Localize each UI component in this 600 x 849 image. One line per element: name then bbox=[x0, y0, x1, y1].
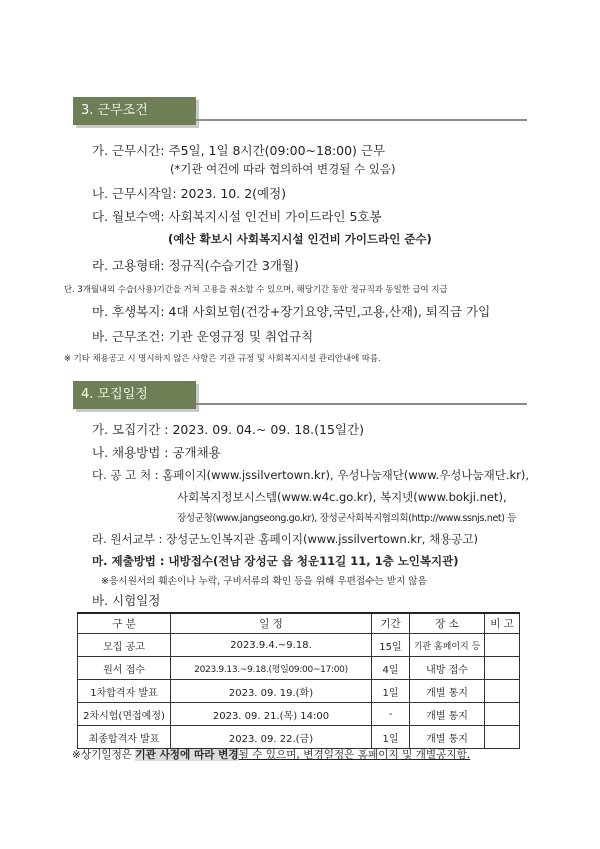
monthly-pay: 다. 월보수액: 사회복지시설 인건비 가이드라인 5호봉 bbox=[92, 209, 382, 224]
submission-method: 마. 제출방법 : 내방접수(전남 장성군 읍 청운11길 11, 1층 노인복지관) bbox=[92, 554, 459, 568]
cell-remarks bbox=[485, 703, 520, 726]
exam-schedule-table bbox=[77, 612, 520, 749]
monthly-pay-note: (예산 확보시 사회복지시설 인건비 가이드라인 준수) bbox=[168, 232, 432, 246]
cell-duration: 1일 bbox=[372, 680, 410, 703]
section-3-rule bbox=[196, 119, 527, 121]
table-header-row bbox=[78, 613, 520, 634]
cell-schedule: 2023. 09. 21.(목) 14:00 bbox=[171, 703, 372, 726]
cell-category: 최종합격자 발표 bbox=[78, 726, 171, 749]
cell-remarks bbox=[485, 726, 520, 749]
work-hours: 가. 근무시간: 주5일, 1일 8시간(09:00~18:00) 근무 bbox=[92, 143, 386, 158]
section-4-rule bbox=[196, 403, 527, 405]
cell-duration: 15일 bbox=[372, 634, 410, 657]
header-category: 구 분 bbox=[78, 613, 171, 634]
posting-sites-2: 사회복지정보시스템(www.w4c.go.kr), 복지넷(www.bokji.net), bbox=[177, 490, 507, 504]
application-form: 라. 원서교부 : 장성군노인복지관 홈페이지(www.jssilvertown.kr, 채용공고) bbox=[92, 532, 478, 546]
recruit-period: 가. 모집기간 : 2023. 09. 04.~ 09. 18.(15일간) bbox=[92, 422, 364, 437]
cell-location: 내방 접수 bbox=[410, 657, 485, 680]
footer-note-highlight: 기관 사정에 따라 변경 bbox=[135, 749, 239, 761]
posting-sites-3: 장성군청(www.jangseong.go.kr), 장성군사회복지협의회(http://www.ssnjs.net) 등 bbox=[177, 513, 517, 524]
cell-duration: 4일 bbox=[372, 657, 410, 680]
start-date: 나. 근무시작일: 2023. 10. 2(예정) bbox=[92, 186, 287, 201]
cell-duration: 1일 bbox=[372, 726, 410, 749]
cell-category: 1차합격자 발표 bbox=[78, 680, 171, 703]
cell-schedule: 2023. 09. 22.(금) bbox=[171, 726, 372, 749]
submission-note: ※응시원서의 훼손이나 누락, 구비서류의 확인 등을 위해 우편접수는 받지 않음 bbox=[101, 576, 427, 587]
section-3-header bbox=[73, 97, 196, 125]
probation-note: 단. 3개월내외 수습(사용)기간을 거쳐 고용을 취소할 수 있으며, 해당기간 동안 정규직과 동일한 급여 지급 bbox=[64, 284, 448, 294]
posting-sites: 다. 공 고 처 : 홈페이지(www.jssilvertown.kr), 우성나눔재단(www.우성나눔재단.kr), bbox=[92, 468, 530, 482]
employment-type: 라. 고용형태: 정규직(수습기간 3개월) bbox=[92, 258, 299, 273]
header-remarks: 비 고 bbox=[485, 613, 520, 634]
cell-category: 모집 공고 bbox=[78, 634, 171, 657]
hiring-method: 나. 채용방법 : 공개채용 bbox=[92, 445, 221, 460]
exam-schedule-label: 바. 시험일정 bbox=[92, 593, 161, 608]
cell-remarks bbox=[485, 680, 520, 703]
footer-note-prefix: ※상기일정은 bbox=[72, 749, 136, 761]
cell-remarks bbox=[485, 657, 520, 680]
table-row bbox=[78, 726, 520, 749]
cell-duration: - bbox=[372, 703, 410, 726]
header-schedule: 일 정 bbox=[171, 613, 372, 634]
schedule-change-note bbox=[72, 747, 470, 762]
section-4-title: 4. 모집일정 bbox=[81, 387, 148, 402]
section-3-note: ※ 기타 채용공고 시 명시하지 않은 사항은 기관 규정 및 사회복지시설 관리안내에 따름. bbox=[64, 353, 381, 363]
cell-category: 원서 접수 bbox=[78, 657, 171, 680]
cell-category: 2차시험(면접예정) bbox=[78, 703, 171, 726]
welfare: 마. 후생복지: 4대 사회보험(건강+장기요양,국민,고용,산재), 퇴직금 가입 bbox=[92, 304, 491, 319]
cell-location: 기관 홈페이지 등 bbox=[410, 634, 485, 657]
table-row bbox=[78, 657, 520, 680]
section-3-title: 3. 근무조건 bbox=[81, 103, 148, 118]
work-conditions: 바. 근무조건: 기관 운영규정 및 취업규칙 bbox=[92, 329, 314, 344]
work-hours-note: (*기관 여건에 따라 협의하여 변경될 수 있음) bbox=[170, 162, 396, 176]
table-row bbox=[78, 703, 520, 726]
cell-schedule: 2023. 09. 19.(화) bbox=[171, 680, 372, 703]
footer-note-suffix: 될 수 있으며, 변경일정은 홈페이지 및 개별공지함. bbox=[238, 749, 471, 761]
cell-remarks bbox=[485, 634, 520, 657]
header-location: 장 소 bbox=[410, 613, 485, 634]
cell-location: 개별 통지 bbox=[410, 726, 485, 749]
header-duration: 기간 bbox=[372, 613, 410, 634]
cell-schedule: 2023.9.4.~9.18. bbox=[171, 634, 372, 657]
cell-location: 개별 통지 bbox=[410, 680, 485, 703]
cell-schedule: 2023.9.13.~9.18.(평일09:00~17:00) bbox=[171, 657, 372, 680]
section-4-header bbox=[73, 381, 196, 409]
cell-location: 개별 통지 bbox=[410, 703, 485, 726]
table-row bbox=[78, 634, 520, 657]
table-row bbox=[78, 680, 520, 703]
